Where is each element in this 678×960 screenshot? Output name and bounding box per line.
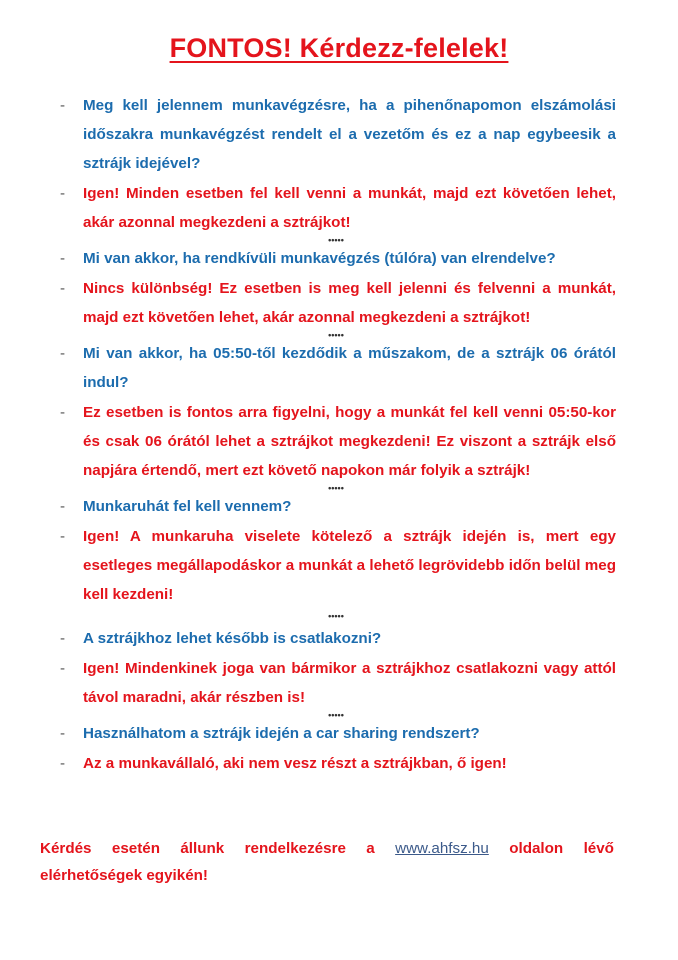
dash-bullet: - (60, 345, 66, 362)
separator: ••••• (328, 483, 344, 493)
question-3 (56, 339, 616, 397)
answer-6 (56, 749, 616, 778)
dash-bullet: - (60, 97, 66, 114)
separator: ••••• (328, 611, 344, 621)
answer-text: Igen! A munkaruha viselete kötelező a sztrájk idején is, mert egy esetleges megállapodáskor a munkát a lehető legrövidebb időn belül meg kell kezdeni! (83, 528, 616, 603)
answer-text: Igen! Mindenkinek joga van bármikor a sztrájkhoz csatlakozni vagy attól távol maradni, akár részben is! (83, 660, 616, 706)
footer-line-1 (40, 835, 614, 862)
footer-text: Kérdés esetén állunk rendelkezésre a (40, 840, 375, 857)
dash-bullet: - (60, 185, 66, 202)
question-6 (56, 719, 616, 748)
answer-4 (56, 522, 616, 609)
question-5 (56, 624, 616, 653)
question-2 (56, 244, 616, 273)
qa-list (56, 91, 616, 778)
answer-text: Az a munkavállaló, aki nem vesz részt a sztrájkban, ő igen! (83, 755, 507, 772)
question-text: Mi van akkor, ha 05:50-től kezdődik a műszakom, de a sztrájk 06 órától indul? (83, 345, 616, 391)
answer-2 (56, 274, 616, 332)
question-1 (56, 91, 616, 178)
dash-bullet: - (60, 660, 66, 677)
answer-text: Ez esetben is fontos arra figyelni, hogy a munkát fel kell venni 05:50-kor és csak 06 órától lehet a sztrájkot megkezdeni! Ez viszont a sztrájk első napjára értendő, mert ezt követő napokon már folyik a sztrájk! (83, 404, 616, 479)
question-text: A sztrájkhoz lehet később is csatlakozni? (83, 630, 382, 647)
dash-bullet: - (60, 280, 66, 297)
question-4 (56, 492, 616, 521)
dash-bullet: - (60, 404, 66, 421)
dash-bullet: - (60, 250, 66, 267)
dash-bullet: - (60, 498, 66, 515)
answer-text: Igen! Minden esetben fel kell venni a munkát, majd ezt követően lehet, akár azonnal megkezdeni a sztrájkot! (83, 185, 616, 231)
title-text: FONTOS! Kérdezz-felelek! (169, 33, 509, 63)
question-text: Mi van akkor, ha rendkívüli munkavégzés (túlóra) van elrendelve? (83, 250, 556, 267)
dash-bullet: - (60, 528, 66, 545)
answer-5 (56, 654, 616, 712)
contact-footer (40, 835, 614, 889)
answer-text: Nincs különbség! Ez esetben is meg kell jelenni és felvenni a munkát, majd ezt követően lehet, akár azonnal megkezdeni a sztrájkot! (83, 280, 616, 326)
answer-3 (56, 398, 616, 485)
question-text: Meg kell jelennem munkavégzésre, ha a pihenőnapomon elszámolási időszakra munkavégzést rendelt el a vezetőm és ez a nap egybeesik a sztrájk idejével? (83, 97, 616, 172)
dash-bullet: - (60, 725, 66, 742)
footer-line-2: elérhetőségek egyikén! (40, 867, 208, 884)
separator: ••••• (328, 235, 344, 245)
dash-bullet: - (60, 630, 66, 647)
footer-text: oldalon lévő (509, 840, 614, 857)
dash-bullet: - (60, 755, 66, 772)
website-link[interactable]: www.ahfsz.hu (395, 840, 489, 857)
question-text: Munkaruhát fel kell vennem? (83, 498, 292, 515)
separator: ••••• (328, 710, 344, 720)
separator: ••••• (328, 330, 344, 340)
answer-1 (56, 179, 616, 237)
question-text: Használhatom a sztrájk idején a car sharing rendszert? (83, 725, 480, 742)
page-title (0, 33, 678, 64)
